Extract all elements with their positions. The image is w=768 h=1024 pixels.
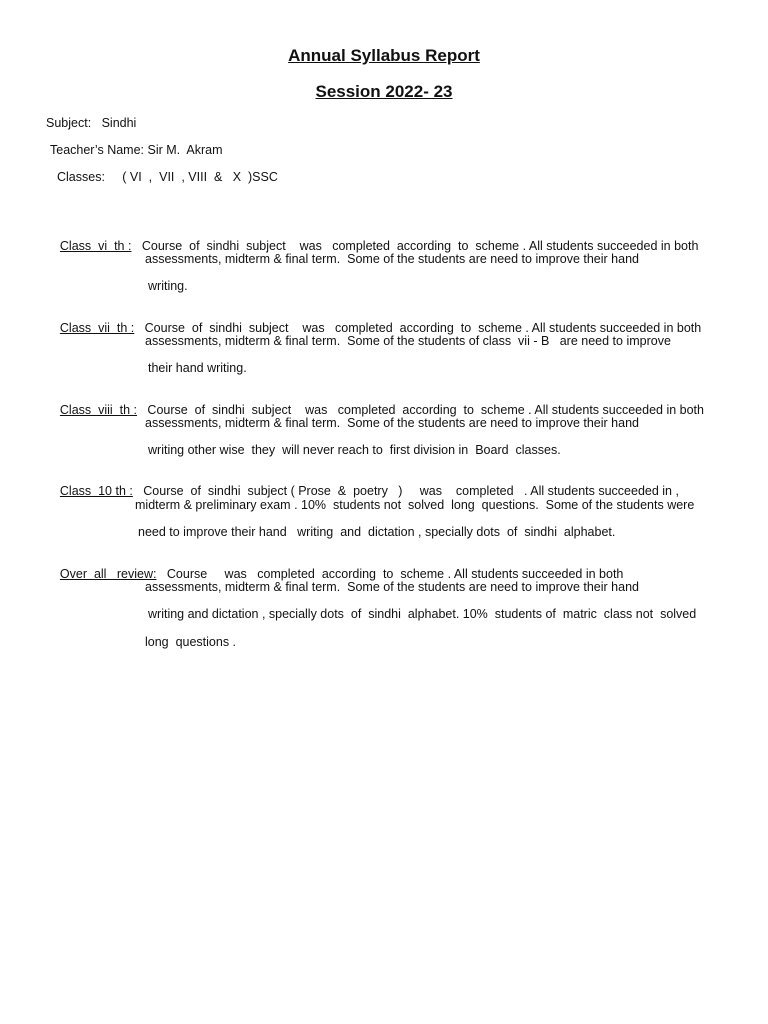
section-line: assessments, midterm & final term. Some of the students are need to improve their hand	[145, 416, 639, 430]
section-line: assessments, midterm & final term. Some of the students of class vii - B are need to improve	[145, 334, 671, 348]
section-line: Course of sindhi subject was completed according to scheme . All students succeeded in both	[137, 403, 704, 417]
section-line: midterm & preliminary exam . 10% students not solved long questions. Some of the students were	[135, 498, 695, 512]
section-line: Course of sindhi subject was completed according to scheme . All students succeeded in both	[131, 239, 699, 253]
session-title: Session 2022- 23	[315, 82, 453, 101]
section-label: Class viii th :	[59, 403, 138, 417]
section-line: writing.	[148, 279, 188, 293]
section-label: Class 10 th :	[59, 484, 133, 498]
section-label: Class vi th :	[59, 239, 132, 253]
report-title: Annual Syllabus Report	[288, 46, 480, 65]
section-line: Course of sindhi subject was completed according to scheme . All students succeeded in both	[134, 321, 702, 335]
section-line: need to improve their hand writing and dictation , specially dots of sindhi alphabet.	[138, 525, 616, 539]
teacher-name-line: Teacher’s Name: Sir M. Akram	[50, 143, 223, 157]
section-line: long questions .	[145, 635, 237, 649]
section-line: Course was completed according to scheme . All students succeeded in both	[156, 567, 624, 581]
section-line: writing other wise they will never reach to first division in Board classes.	[148, 443, 561, 457]
section-line: writing and dictation , specially dots of sindhi alphabet. 10% students of matric class not solved	[148, 607, 697, 621]
section-line: their hand writing.	[148, 361, 247, 375]
subject-line: Subject: Sindhi	[46, 116, 137, 130]
classes-line: Classes: ( VI , VII , VIII & X )SSC	[57, 170, 278, 184]
section-label: Over all review:	[59, 567, 157, 581]
section-line: Course of sindhi subject ( Prose & poetry ) was completed . All students succeeded in ,	[132, 484, 679, 498]
section-line: assessments, midterm & final term. Some of the students are need to improve their hand	[145, 252, 639, 266]
section-line: assessments, midterm & final term. Some of the students are need to improve their hand	[145, 580, 639, 594]
section-label: Class vii th :	[59, 321, 135, 335]
